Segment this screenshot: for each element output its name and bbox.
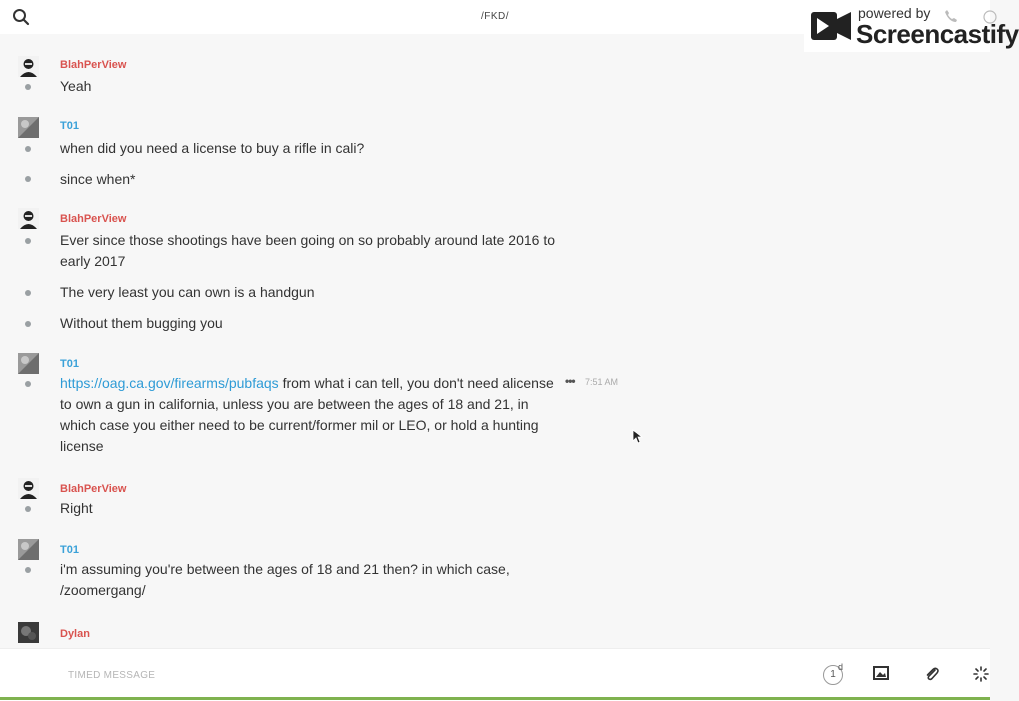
message-author[interactable]: T01: [60, 544, 79, 556]
status-dot: [25, 381, 31, 387]
grey-photo-avatar[interactable]: [18, 539, 39, 560]
screencastify-watermark: [804, 0, 1019, 52]
status-dot: [25, 238, 31, 244]
timer-icon[interactable]: 1: [823, 665, 843, 685]
message-timestamp: 7:51 AM: [585, 377, 619, 387]
status-dot: [25, 321, 31, 327]
message-text: when did you need a license to buy a rifle in cali?: [60, 140, 365, 156]
message-author[interactable]: Dylan: [60, 628, 90, 640]
message-text: Right: [60, 500, 93, 516]
bottom-accent-line: [0, 697, 990, 700]
masked-person-avatar[interactable]: [18, 56, 39, 77]
status-dot: [25, 290, 31, 296]
message-input[interactable]: [66, 669, 670, 682]
message-author[interactable]: BlahPerView: [60, 213, 127, 225]
gif-spinner-icon[interactable]: [973, 666, 989, 682]
dark-photo-avatar[interactable]: [18, 622, 39, 643]
masked-person-avatar[interactable]: [18, 208, 39, 229]
message-text-body: from what i can tell, you don't need alicense to own a gun in california, unless you are between the ages of 18 and 21, in which case you either need to be current/former mil or LEO, or hold a hunting license: [60, 375, 554, 454]
message-text: Yeah: [60, 78, 92, 94]
message-author[interactable]: BlahPerView: [60, 59, 127, 71]
channel-title: /FKD/: [480, 11, 510, 22]
more-options-button[interactable]: •••: [565, 374, 575, 388]
grey-photo-avatar[interactable]: [18, 353, 39, 374]
status-dot: [25, 176, 31, 182]
info-icon: [980, 10, 992, 24]
status-dot: [25, 506, 31, 512]
status-dot: [25, 84, 31, 90]
message-text: [60, 373, 560, 457]
message-text: The very least you can own is a handgun: [60, 284, 315, 300]
status-dot: [25, 567, 31, 573]
timer-unit-label: d: [838, 662, 844, 672]
status-dot: [25, 146, 31, 152]
message-link[interactable]: https://oag.ca.gov/firearms/pubfaqs: [60, 375, 279, 391]
image-icon[interactable]: [873, 666, 889, 680]
brand-label: Screencastify: [856, 19, 1019, 49]
message-composer: [0, 648, 990, 701]
message-text: since when*: [60, 171, 136, 187]
message-list: [0, 52, 990, 648]
grey-photo-avatar[interactable]: [18, 117, 39, 138]
mouse-cursor-icon: [633, 430, 643, 444]
message-text: Ever since those shootings have been going on so probably around late 2016 to early 2017: [60, 232, 556, 269]
phone-icon: [944, 9, 958, 23]
message-author[interactable]: BlahPerView: [60, 483, 127, 495]
powered-by-label: powered by: [858, 5, 931, 21]
message-author[interactable]: T01: [60, 358, 79, 370]
paperclip-icon[interactable]: [924, 666, 940, 682]
message-text: i'm assuming you're between the ages of 18 and 21 then? in which case, /zoomergang/: [60, 561, 510, 598]
message-text: Without them bugging you: [60, 315, 223, 331]
message-author[interactable]: T01: [60, 120, 79, 132]
masked-person-avatar[interactable]: [18, 478, 39, 499]
camera-logo-icon: [809, 8, 853, 44]
